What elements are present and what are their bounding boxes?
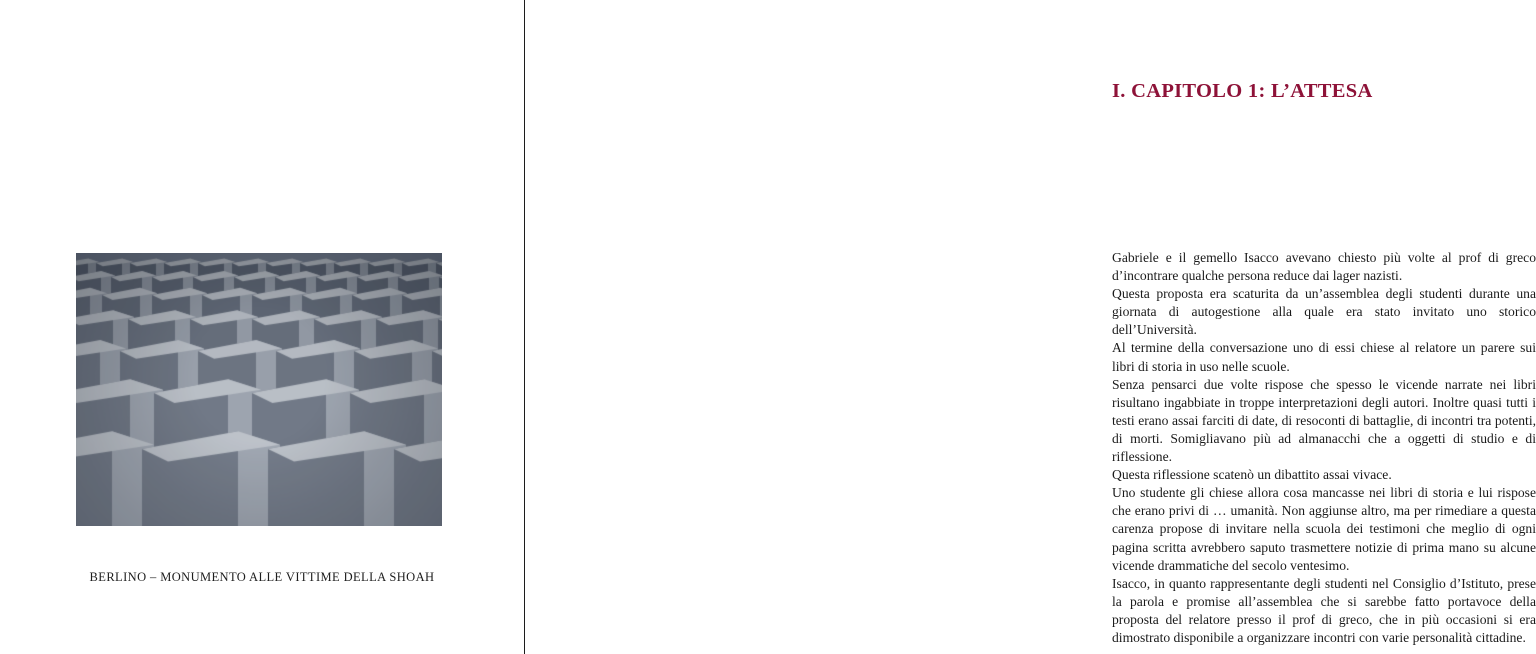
body-paragraph: Uno studente gli chiese allora cosa mancasse nei libri di storia e lui rispose che erano privi di … umanità. Non aggiunse altro, ma per rimediare a questa carenza propose di invitare nella scuola dei testimoni che meglio di ogni pagina scritta avrebbero saputo trasmettere notizie di prima mano su alcune vicende drammatiche del secolo ventesimo. (1112, 485, 1536, 573)
berlin-holocaust-memorial-photo (76, 253, 442, 526)
body-paragraph: Senza pensarci due volte rispose che spesso le vicende narrate nei libri risultano ingabbiate in troppe interpretazioni degli autori. Inoltre quasi tutti i testi erano assai farciti di date, di resoconti di battaglie, di incontri tra potenti, di morti. Somigliavano più ad almanacchi che a oggetti di studio e di riflessione. (1112, 376, 1536, 465)
photo-caption: BERLINO – MONUMENTO ALLE VITTIME DELLA SHOAH (89, 570, 435, 584)
body-paragraph: Questa proposta era scaturita da un’assemblea degli studenti durante una giornata di autogestione alla quale era stato invitato uno storico dell’Università. (1112, 286, 1536, 338)
chapter-body-text (1112, 249, 1536, 647)
body-paragraph: Isacco, in quanto rappresentante degli studenti nel Consiglio d’Istituto, prese la parola e promise all’assemblea che si sarebbe fatto portavoce della proposta del relatore presso il prof di greco, che in più occasioni si era dimostrato disponibile a organizzare incontri con varie personalità cittadine. (1112, 575, 1536, 645)
right-page (524, 0, 1536, 654)
chapter-title: I. CAPITOLO 1: L’ATTESA (1112, 79, 1373, 102)
body-paragraph: Questa riflessione scatenò un dibattito assai vivace. (1112, 467, 1392, 483)
body-paragraph: Al termine della conversazione uno di essi chiese al relatore un parere sui libri di storia in uso nelle scuole. (1112, 340, 1536, 374)
body-paragraph: Gabriele e il gemello Isacco avevano chiesto più volte al prof di greco d’incontrare qualche persona reduce dai lager nazisti. (1112, 250, 1536, 284)
left-page (0, 0, 524, 654)
memorial-photo-canvas (76, 253, 442, 526)
